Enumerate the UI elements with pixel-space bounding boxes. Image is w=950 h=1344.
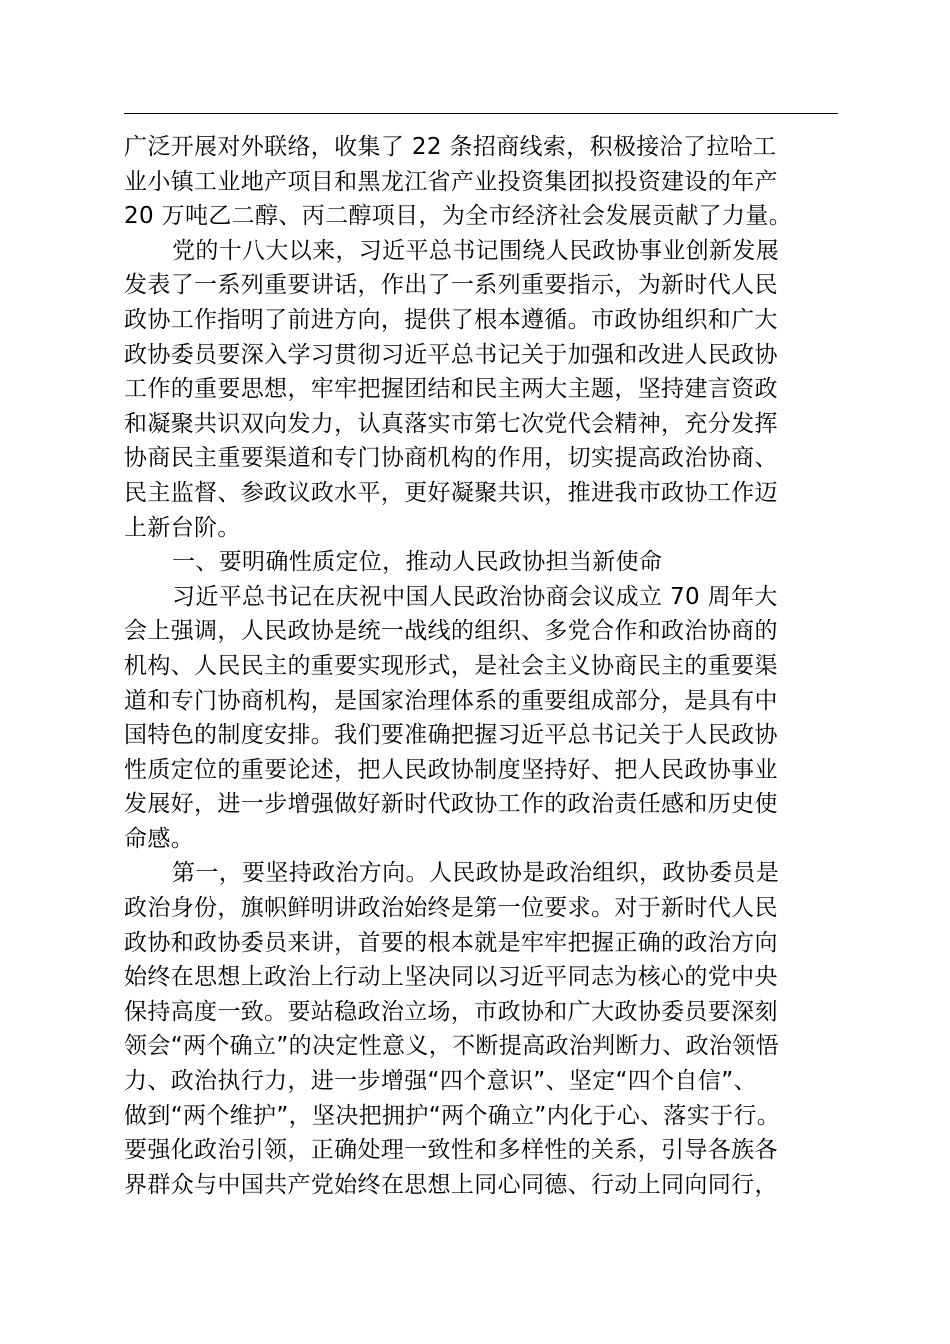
text-line: 和凝聚共识双向发力，认真落实市第七次党代会精神，充分发挥 xyxy=(124,410,778,437)
text-line: 上新台阶。 xyxy=(124,514,241,541)
paragraph-start-line: 第一，要坚持政治方向。人民政协是政治组织，政协委员是 xyxy=(172,860,780,887)
text-line: 保持高度一致。要站稳政治立场，市政协和广大政协委员要深刻 xyxy=(124,998,778,1025)
paragraph-start-line: 习近平总书记在庆祝中国人民政治协商会议成立 70 周年大 xyxy=(172,583,778,610)
text-line: 道和专门协商机构，是国家治理体系的重要组成部分，是具有中 xyxy=(124,687,778,714)
text-line: 政协工作指明了前进方向，提供了根本遵循。市政协组织和广大 xyxy=(124,306,778,333)
paragraph-start-line: 党的十八大以来，习近平总书记围绕人民政协事业创新发展 xyxy=(172,237,780,264)
text-line: 性质定位的重要论述，把人民政协制度坚持好、把人民政协事业 xyxy=(124,756,778,783)
text-line: 发展好，进一步增强做好新时代政协工作的政治责任感和历史使 xyxy=(124,791,778,818)
text-line: 政协和政协委员来讲，首要的根本就是牢牢把握正确的政治方向 xyxy=(124,929,778,956)
text-line: 领会“两个确立”的决定性意义，不断提高政治判断力、政治领悟 xyxy=(124,1033,779,1060)
text-line: 国特色的制度安排。我们要准确把握习近平总书记关于人民政协 xyxy=(124,722,778,749)
text-line: 做到“两个维护”，坚决把拥护“两个确立”内化于心、落实于行。 xyxy=(124,1102,781,1129)
text-line: 政协委员要深入学习贯彻习近平总书记关于加强和改进人民政协 xyxy=(124,341,778,368)
text-line: 命感。 xyxy=(124,825,195,852)
text-line: 会上强调，人民政协是统一战线的组织、多党合作和政治协商的 xyxy=(124,618,778,645)
text-line: 界群众与中国共产党始终在思想上同心同德、行动上同向同行， xyxy=(124,1171,778,1198)
document-body xyxy=(124,130,838,1202)
text-line: 机构、人民民主的重要实现形式，是社会主义协商民主的重要渠 xyxy=(124,652,778,679)
text-line: 要强化政治引领，正确处理一致性和多样性的关系，引导各族各 xyxy=(124,1137,778,1164)
text-line: 广泛开展对外联络，收集了 22 条招商线索，积极接洽了拉哈工 xyxy=(124,134,777,160)
text-line: 政治身份，旗帜鲜明讲政治始终是第一位要求。对于新时代人民 xyxy=(124,895,778,922)
text-line: 协商民主重要渠道和专门协商机构的作用，切实提高政治协商、 xyxy=(124,445,778,472)
text-line: 业小镇工业地产项目和黑龙江省产业投资集团拟投资建设的年产 xyxy=(124,168,778,195)
text-line: 发表了一系列重要讲话，作出了一系列重要指示，为新时代人民 xyxy=(124,272,778,299)
text-line: 20 万吨乙二醇、丙二醇项目，为全市经济社会发展贡献了力量。 xyxy=(124,203,793,230)
text-line: 工作的重要思想，牢牢把握团结和民主两大主题，坚持建言资政 xyxy=(124,376,778,403)
text-line: 力、政治执行力，进一步增强“四个意识”、坚定“四个自信”、 xyxy=(124,1068,757,1095)
header-rule xyxy=(124,113,838,114)
section-heading: 一、要明确性质定位，推动人民政协担当新使命 xyxy=(172,549,663,576)
text-line: 民主监督、参政议政水平，更好凝聚共识，推进我市政协工作迈 xyxy=(124,479,778,506)
text-line: 始终在思想上政治上行动上坚决同以习近平同志为核心的党中央 xyxy=(124,964,778,991)
